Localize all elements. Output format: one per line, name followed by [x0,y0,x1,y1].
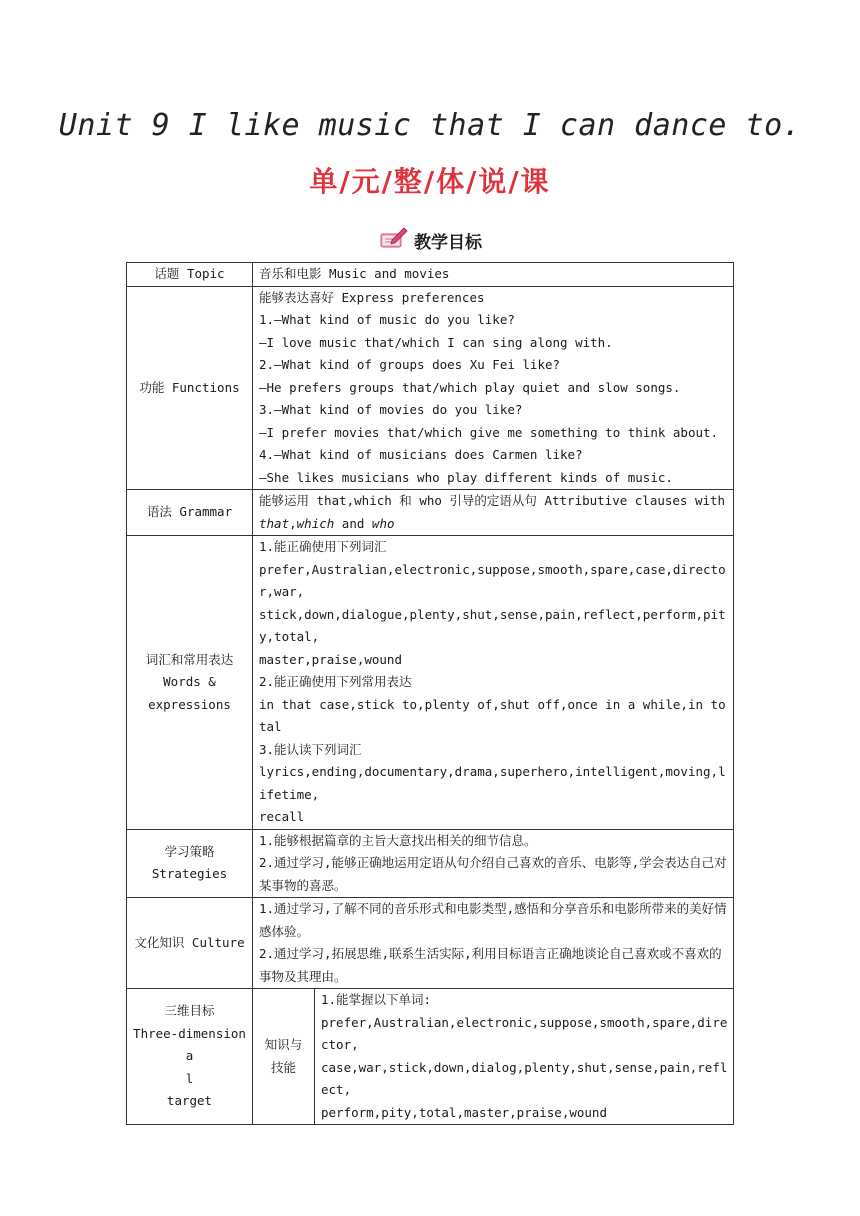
functions-line: —She likes musicians who play different kinds of music. [259,469,673,485]
knowledge-skills-label [253,989,315,1125]
culture-label: 文化知识 Culture [127,898,253,989]
culture-line: 1.通过学习,了解不同的音乐形式和电影类型,感悟和分享音乐和电影所带来的美好情感体验。 [259,901,727,939]
table-row-words [127,536,734,830]
table-row-three-dimensional [127,989,734,1125]
grammar-keyword: that [259,515,290,531]
table-row-culture [127,898,734,989]
three-dim-label [127,989,253,1125]
goals-table [126,262,734,1125]
topic-content: 音乐和电影 Music and movies [253,263,734,287]
table-row-grammar [127,490,734,536]
grammar-content [253,490,734,536]
words-content [253,536,734,830]
strategies-content [253,829,734,898]
words-line: 3.能认读下列词汇 [259,741,362,757]
words-line: lyrics,ending,documentary,drama,superhero,intelligent,moving,lifetime, [259,764,726,802]
three-dim-label-line: l [185,1070,194,1086]
words-line: in that case,stick to,plenty of,shut off,once in a while,in total [259,696,726,734]
functions-line: 能够表达喜好 Express preferences [259,289,485,305]
three-dim-label-line: target [166,1093,213,1109]
words-line: prefer,Australian,electronic,suppose,smooth,spare,case,director,war, [259,561,726,599]
teaching-goals-heading [0,226,860,254]
functions-line: —He prefers groups that/which play quiet and slow songs. [259,379,681,395]
functions-line: —I love music that/which I can sing along with. [259,334,613,350]
words-line: 2.能正确使用下列常用表达 [259,674,412,689]
functions-line: 3.—What kind of movies do you like? [259,402,523,417]
functions-line: —I prefer movies that/which give me something to think about. [259,424,719,440]
table-row-strategies [127,829,734,898]
knowledge-skills-label-line: 知识与 [264,1037,303,1052]
words-label-line: 词汇和常用表达 [145,651,234,667]
table-row-functions [127,286,734,490]
unit-title: Unit 9 I like music that I can dance to. [58,108,802,143]
words-label [127,536,253,830]
strategies-label-line: Strategies [151,866,228,882]
grammar-separator: , [289,515,297,531]
knowledge-skills-label-line: 技能 [270,1059,296,1075]
three-dim-content [315,989,734,1125]
strategies-line: 1.能够根据篇章的主旨大意找出相关的细节信息。 [259,832,537,848]
three-dim-label-line: Three-dimensiona [133,1025,246,1064]
functions-content [253,286,734,490]
teaching-goals-label: 教学目标 [414,232,482,253]
strategies-label-line: 学习策略 [164,843,215,859]
words-line: 1.能正确使用下列词汇 [259,539,387,554]
words-line: master,praise,wound [259,651,402,667]
three-dim-line: prefer,Australian,electronic,suppose,smooth,spare,director, [321,1014,728,1052]
words-line: stick,down,dialogue,plenty,shut,sense,pain,reflect,perform,pity,total, [259,606,726,644]
topic-label: 话题 Topic [127,263,253,287]
three-dim-label-line: 三维目标 [164,1003,215,1019]
pen-notebook-icon [378,226,408,254]
culture-content [253,898,734,989]
three-dim-line: perform,pity,total,master,praise,wound [321,1104,607,1120]
grammar-keyword: who [371,515,395,531]
functions-line: 4.—What kind of musicians does Carmen like? [259,447,583,462]
words-label-line: Words & [163,674,216,689]
three-dim-line: 1.能掌握以下单词: [321,992,432,1007]
functions-line: 1.—What kind of music do you like? [259,312,515,327]
culture-line: 2.通过学习,拓展思维,联系生活实际,利用目标语言正确地谈论自己喜欢或不喜欢的事物及其理由。 [259,946,722,984]
three-dim-line: case,war,stick,down,dialog,plenty,shut,sense,pain,reflect, [321,1059,728,1097]
words-line: recall [259,809,305,824]
grammar-text: 能够运用 that,which 和 who 引导的定语从句 Attributive clauses with [259,493,726,508]
grammar-separator: and [334,515,372,531]
grammar-label: 语法 Grammar [127,490,253,536]
table-row-topic [127,263,734,287]
section-subtitle: 单/元/整/体/说/课 [309,165,551,198]
grammar-keyword: which [296,515,335,531]
strategies-line: 2.通过学习,能够正确地运用定语从句介绍自己喜欢的音乐、电影等,学会表达自己对某事物的喜恶。 [259,855,727,893]
functions-line: 2.—What kind of groups does Xu Fei like? [259,357,561,372]
words-label-line: expressions [148,696,231,712]
functions-label: 功能 Functions [127,286,253,490]
strategies-label [127,829,253,898]
